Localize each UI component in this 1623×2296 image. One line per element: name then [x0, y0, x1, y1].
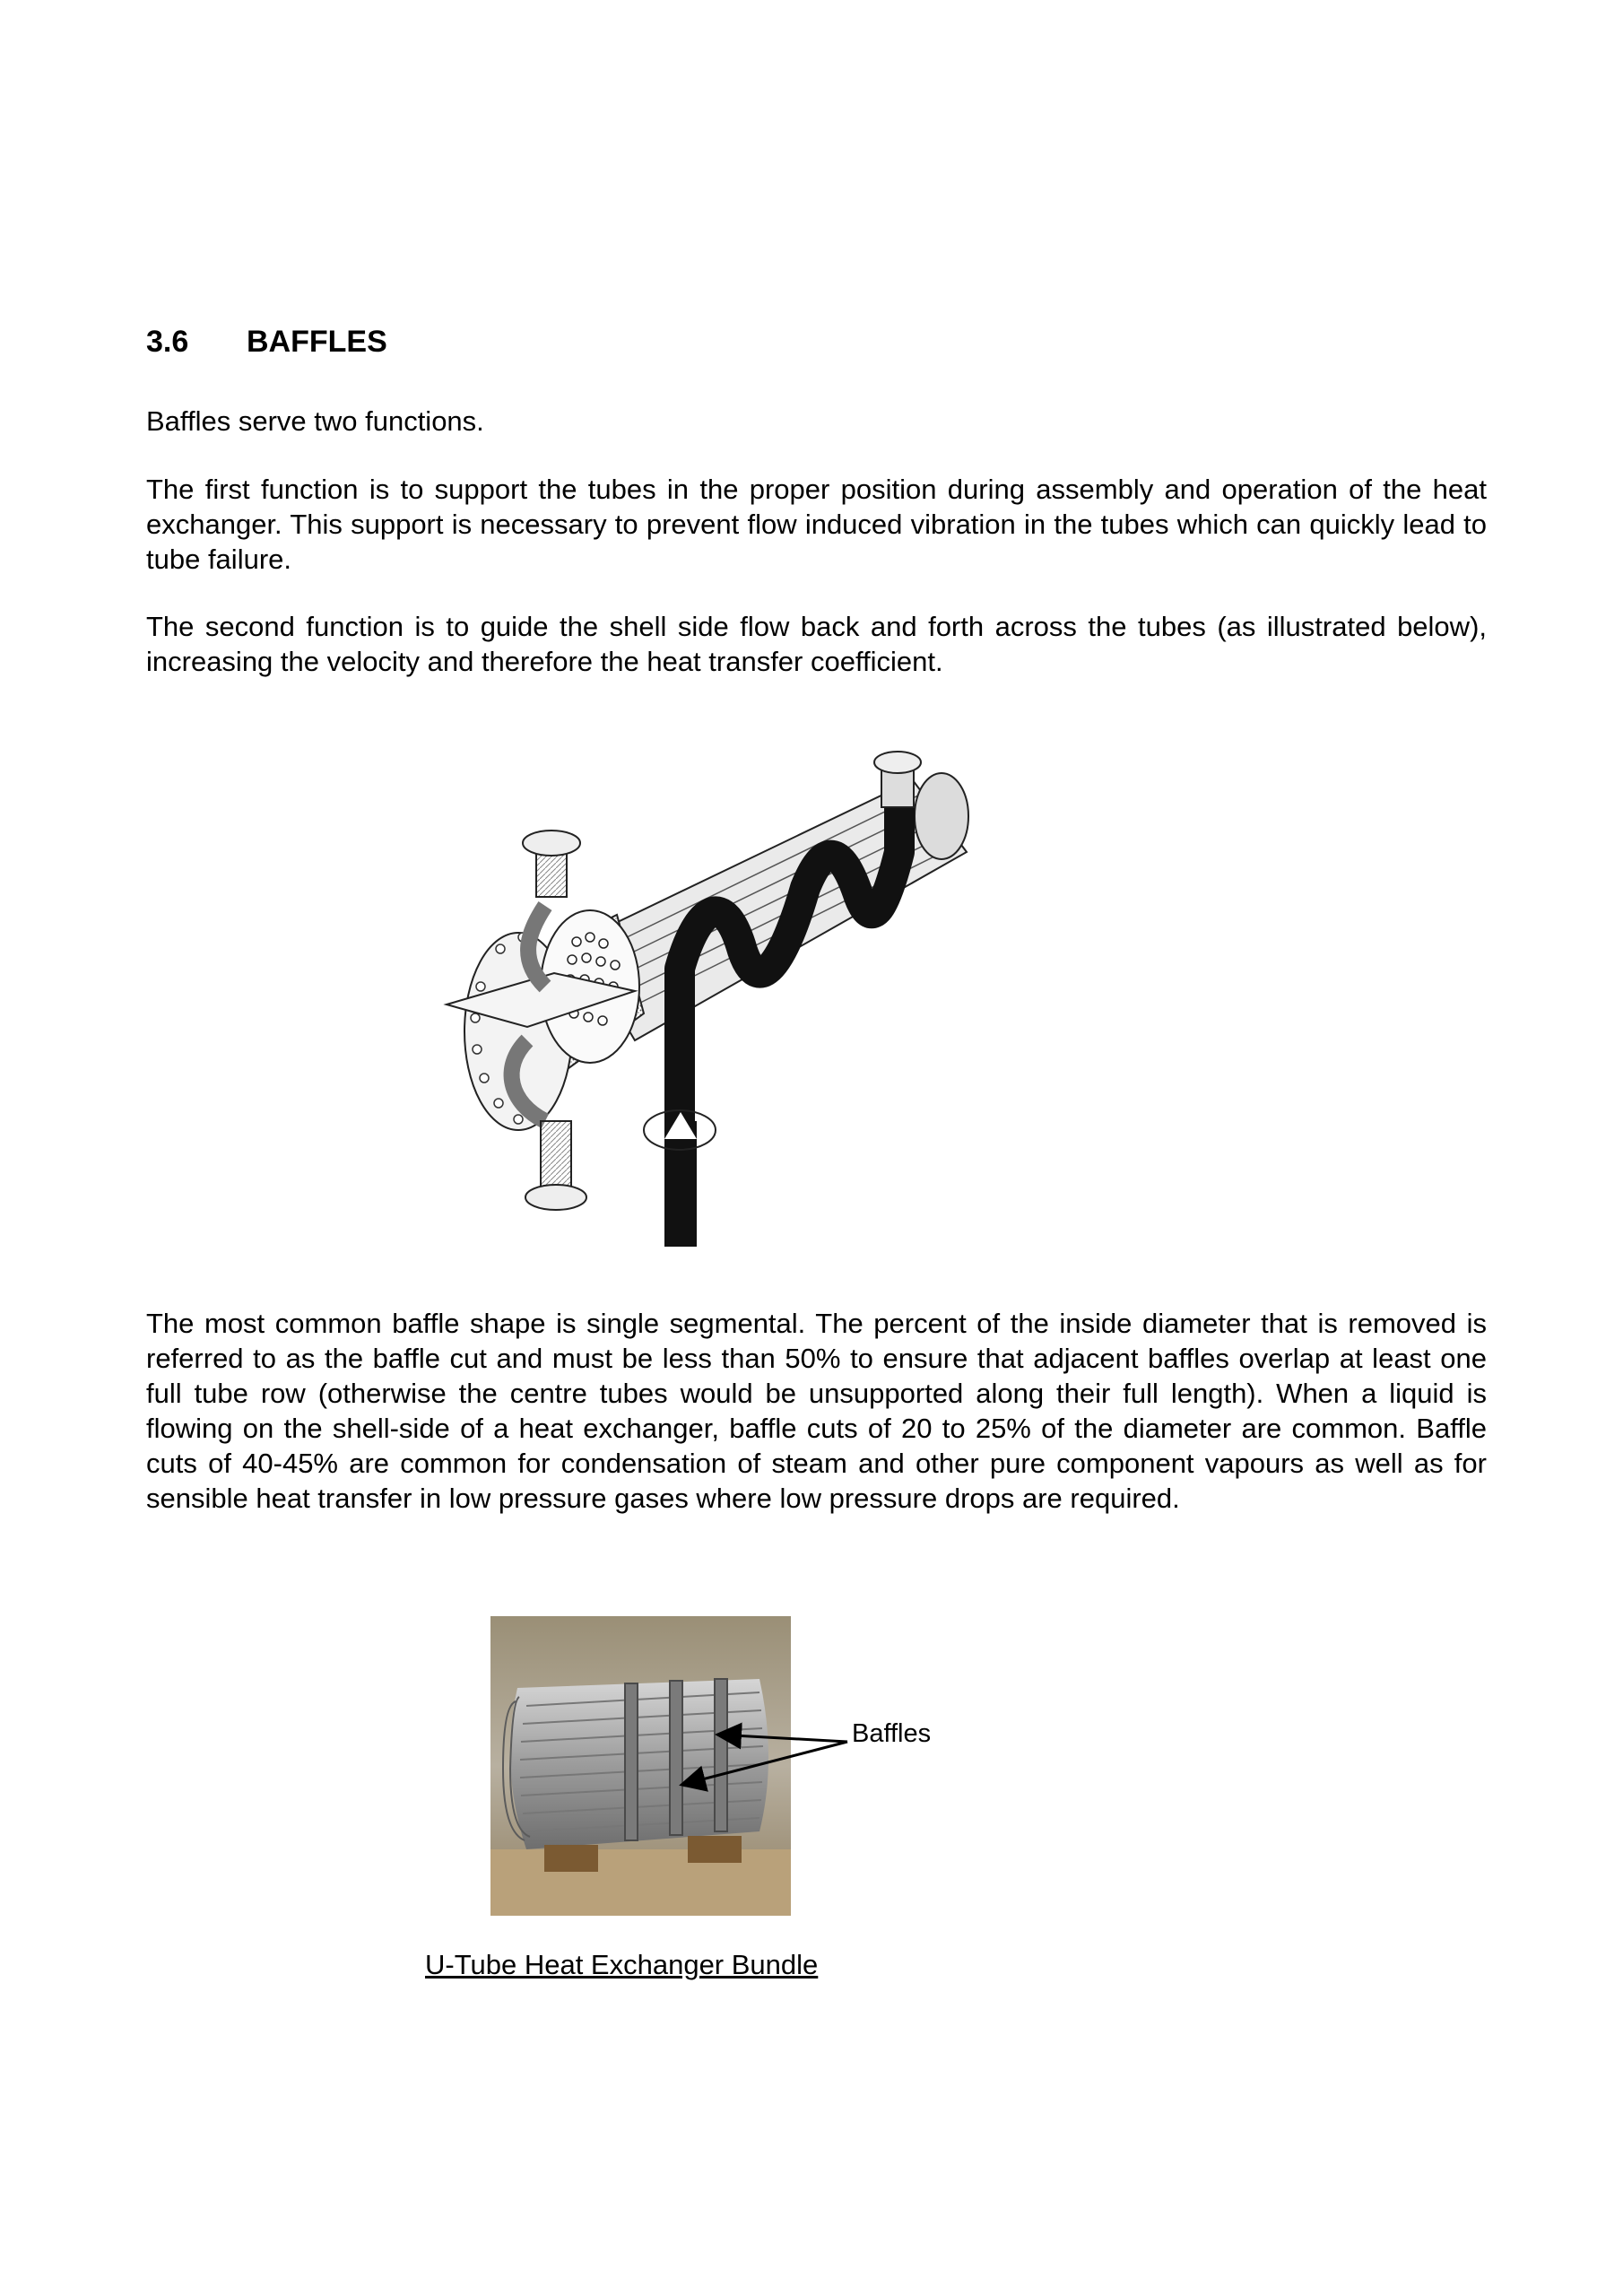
- section-title: BAFFLES: [247, 325, 387, 359]
- paragraph-baffle-shape: The most common baffle shape is single segmental. The percent of the inside diameter that is removed is referred to as the baffle cut and must be less than 50% to ensure that adjacent baffles overlap at least one full tube row (otherwise the centre tubes would be unsupported along their full length). When a liquid is flowing on the shell-side of a heat exchanger, baffle cuts of 20 to 25% of the diameter are common. Baffle cuts of 40-45% are common for condensation of steam and other pure component vapours as well as for sensible heat transfer in low pressure gases where low pressure drops are required.: [146, 1308, 1487, 1514]
- baffles-label: Baffles: [852, 1719, 932, 1748]
- baffles-pointer-arrows: [664, 1722, 861, 1803]
- paragraph-second-function: The second function is to guide the shell side flow back and forth across the tubes (as illustrated below), increasing the velocity and therefore the heat transfer coefficient.: [146, 611, 1487, 677]
- heat-exchanger-illustration: [411, 744, 1056, 1265]
- section-heading: [146, 325, 387, 360]
- paragraph-first-function: The first function is to support the tubes in the proper position during assembly and operation of the heat exchanger. This support is necessary to prevent flow induced vibration in the tubes which can quickly lead to tube failure.: [146, 474, 1487, 575]
- paragraph-intro: Baffles serve two functions.: [146, 405, 484, 437]
- figure-caption: U-Tube Heat Exchanger Bundle: [425, 1949, 819, 1980]
- section-number: 3.6: [146, 325, 189, 359]
